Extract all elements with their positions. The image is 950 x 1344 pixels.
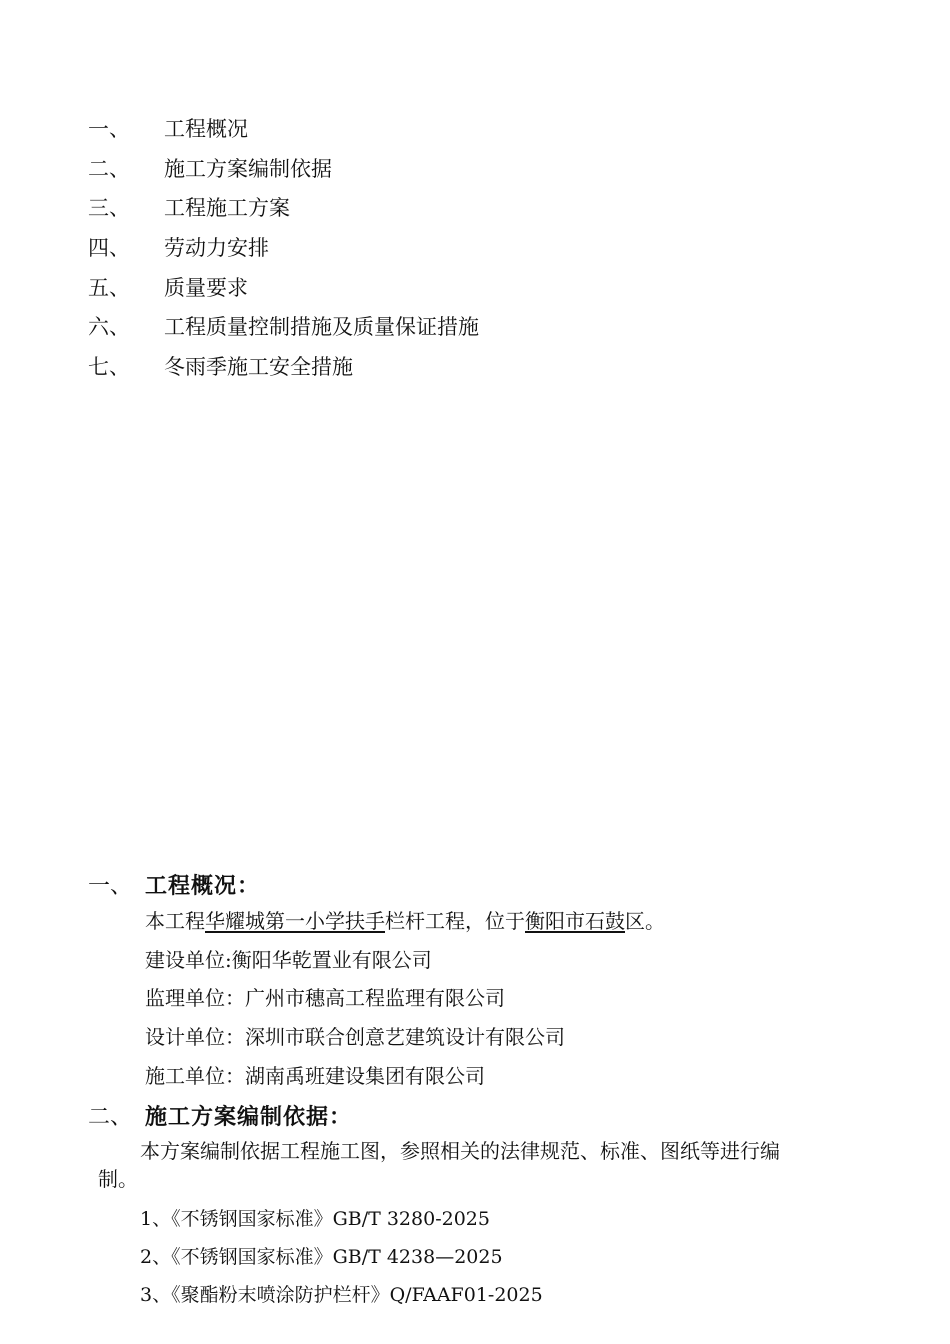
- project-intro: [88, 902, 868, 941]
- section-heading: [88, 866, 868, 902]
- toc-item: [88, 306, 479, 346]
- toc-item: [88, 346, 479, 386]
- paragraph-line: 本方案编制依据工程施工图，参照相关的法律规范、标准、图纸等进行编: [140, 1139, 780, 1163]
- toc-text: 冬雨季施工安全措施: [164, 354, 353, 379]
- section-title: 工程概况：: [145, 873, 261, 899]
- project-location: 衡阳市石鼓: [525, 909, 625, 933]
- supervision-unit: 监理单位：广州市穗高工程监理有限公司: [145, 986, 505, 1011]
- project-name: 华耀城第一小学扶手: [205, 909, 385, 933]
- toc-item: [88, 108, 479, 148]
- section-basis: [88, 1097, 868, 1314]
- design-unit: 设计单位：深圳市联合创意艺建筑设计有限公司: [145, 1025, 565, 1050]
- toc-item: [88, 148, 479, 188]
- toc-number: 四、: [88, 235, 130, 260]
- section-project-overview: [88, 866, 868, 1095]
- reference-item: 1、《不锈钢国家标准》GB/T 3280-2025: [140, 1208, 490, 1230]
- reference-item: 3、《聚酯粉末喷涂防护栏杆》Q/FAAF01-2025: [140, 1284, 543, 1306]
- toc-text: 劳动力安排: [164, 235, 269, 260]
- toc-number: 五、: [88, 275, 130, 300]
- toc-number: 七、: [88, 354, 130, 379]
- toc-item: [88, 187, 479, 227]
- toc-number: 六、: [88, 315, 130, 340]
- intro-text: 本工程: [145, 909, 205, 933]
- table-of-contents: [88, 108, 479, 386]
- paragraph-line: 制。: [98, 1167, 138, 1191]
- toc-item: [88, 227, 479, 267]
- section-title: 施工方案编制依据：: [145, 1104, 353, 1130]
- toc-item: [88, 267, 479, 307]
- toc-text: 施工方案编制依据: [164, 156, 332, 181]
- section-number: 一、: [88, 873, 133, 899]
- toc-number: 一、: [88, 116, 130, 141]
- toc-text: 工程概况: [164, 116, 248, 141]
- basis-paragraph: [88, 1137, 868, 1193]
- intro-text: 栏杆工程，位于: [385, 909, 525, 933]
- toc-text: 工程施工方案: [164, 196, 290, 221]
- toc-text: 工程质量控制措施及质量保证措施: [164, 315, 479, 340]
- toc-number: 二、: [88, 156, 130, 181]
- section-number: 二、: [88, 1104, 133, 1130]
- reference-list: [88, 1200, 868, 1314]
- construction-unit: 施工单位：湖南禹班建设集团有限公司: [145, 1063, 485, 1088]
- intro-text: 区。: [625, 909, 665, 933]
- toc-text: 质量要求: [164, 275, 248, 300]
- owner-unit: 建设单位:衡阳华乾置业有限公司: [145, 947, 432, 972]
- toc-number: 三、: [88, 196, 130, 221]
- reference-item: 2、《不锈钢国家标准》GB/T 4238—2025: [140, 1246, 503, 1268]
- section-heading: [88, 1097, 868, 1133]
